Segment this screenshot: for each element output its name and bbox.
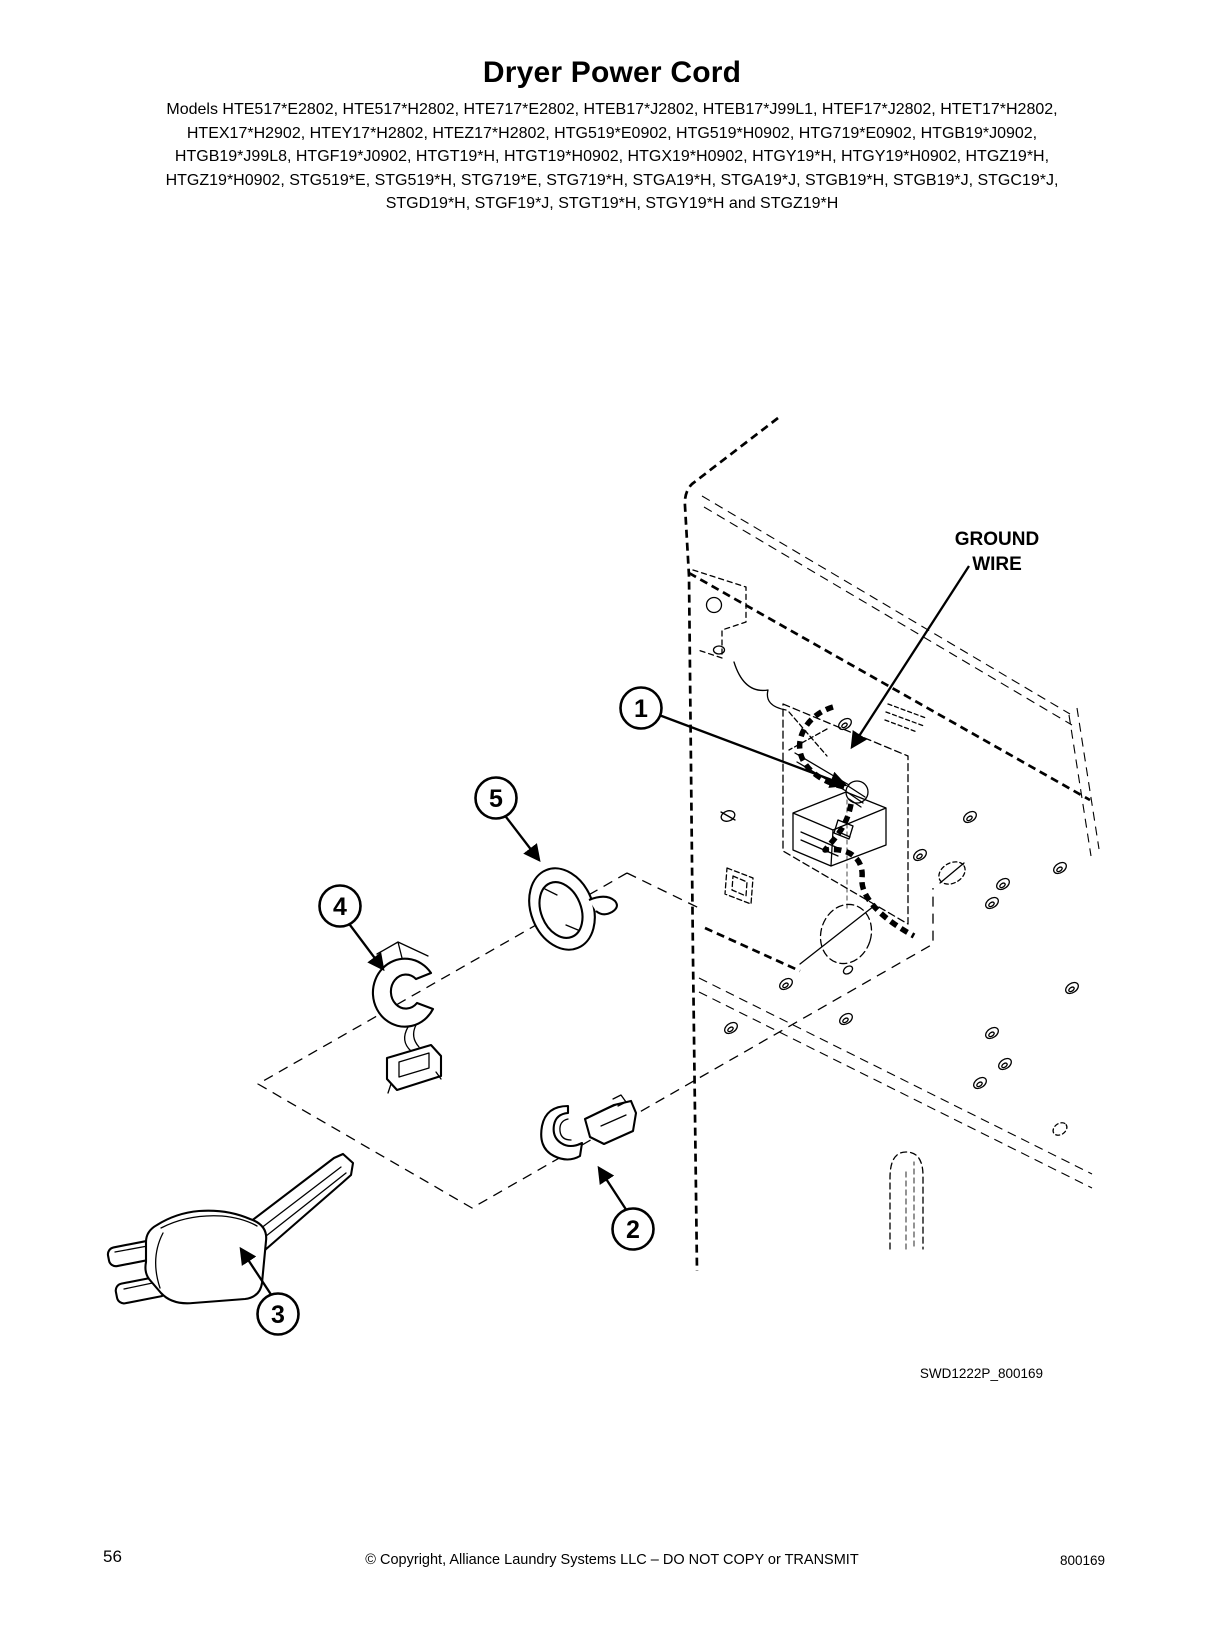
callout-5-number: 5 [489,785,503,813]
manual-page [0,56,1224,1568]
model-line: HTEX17*H2902, HTEY17*H2802, HTEZ17*H2802, HTG519*E0902, HTG519*H0902, HTG719*E0902, HTGB19*J0902, [186,124,1038,142]
cord-entry-hole [800,898,879,971]
leader-arrow-5 [503,813,539,860]
callout-1-number: 1 [634,695,648,723]
model-line: STGD19*H, STGF19*J, STGT19*H, STGY19*H and STGZ19*H [385,195,839,213]
doc-number: 800169 [1059,1553,1105,1568]
callout-3-number: 3 [271,1301,285,1329]
callout-2-number: 2 [626,1216,640,1244]
callout-4-number: 4 [333,893,347,921]
callout-2 [613,1209,654,1250]
callout-4 [320,886,361,927]
leader-arrow-2 [599,1168,627,1211]
power-cord-plug [107,1211,266,1305]
leader-arrow-1 [659,715,845,785]
cord-clamp [373,942,441,1093]
terminal-opening [783,704,908,924]
strain-relief-clamp [541,1095,636,1160]
model-line: HTGZ19*H0902, STG519*E, STG519*H, STG719*E, STG719*H, STGA19*H, STGA19*J, STGB19*H, STGB19*J, STGC19*J, [165,171,1059,189]
power-cord [107,1154,353,1305]
callout-1 [621,688,662,729]
model-line: Models HTE517*E2802, HTE517*H2802, HTE717*E2802, HTEB17*J2802, HTEB17*J99L1, HTEF17*J2802, HTET17*H2802, [166,101,1058,118]
panel-holes [723,716,1081,1138]
callout-5 [476,778,517,819]
drawing-code: SWD1222P_800169 [919,1366,1043,1381]
ground-wire-label-line2: WIRE [972,554,1022,575]
page-title: Dryer Power Cord [482,56,742,89]
exploded-parts-diagram [0,56,1224,1640]
model-line: HTGB19*J99L8, HTGF19*J0902, HTGT19*H, HTGT19*H0902, HTGX19*H0902, HTGY19*H, HTGY19*H0902, HTGZ19*H, [174,148,1050,166]
ground-wire-label-line1: GROUND [954,529,1040,550]
callout-3 [258,1294,299,1335]
leader-arrow-4 [347,921,383,969]
panel-arch-slot [890,1152,923,1249]
cord-bushing-ring [518,858,617,959]
ground-wire-leader-arrow [852,566,969,747]
page-number: 56 [103,1547,122,1566]
panel-stud [720,809,737,823]
copyright-notice: © Copyright, Alliance Laundry Systems LLC – DO NOT COPY or TRANSMIT [365,1552,859,1568]
